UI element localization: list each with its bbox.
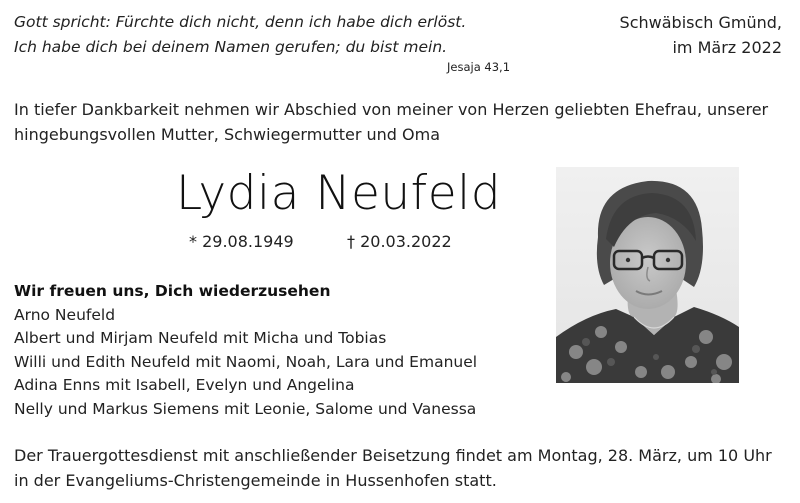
place: Schwäbisch Gmünd, (619, 13, 782, 32)
death-date: † 20.03.2022 (347, 232, 452, 251)
verse-reference: Jesaja 43,1 (447, 60, 511, 74)
service-line-1: Der Trauergottesdienst mit anschließender Beisetzung findet am Montag, 28. März, um 10 Uhr (14, 446, 772, 465)
family-member: Albert und Mirjam Neufeld mit Micha und Tobias (14, 329, 387, 347)
family-motto: Wir freuen uns, Dich wiederzusehen (14, 282, 331, 300)
family-member: Willi und Edith Neufeld mit Naomi, Noah, Lara und Emanuel (14, 352, 478, 371)
intro-line-1: In tiefer Dankbarkeit nehmen wir Abschied von meiner von Herzen geliebten Ehefrau, unserer (14, 100, 769, 119)
birth-date: * 29.08.1949 (189, 232, 294, 251)
family-list (14, 280, 477, 421)
place-and-date (620, 10, 782, 60)
portrait-photo (556, 167, 739, 383)
intro-text (14, 97, 789, 147)
family-member: Adina Enns mit Isabell, Evelyn und Angelina (14, 376, 355, 394)
verse-line-1: Gott spricht: Fürchte dich nicht, denn ich habe dich erlöst. (14, 13, 467, 31)
date: im März 2022 (672, 38, 782, 57)
family-member: Nelly und Markus Siemens mit Leonie, Salome und Vanessa (14, 399, 477, 418)
service-line-2: in der Evangeliums-Christengemeinde in Hussenhofen statt. (14, 471, 497, 490)
service-notice (14, 443, 772, 493)
family-member: Arno Neufeld (14, 305, 116, 324)
deceased-name: Lydia Neufeld (176, 166, 502, 221)
bible-verse (14, 10, 466, 60)
verse-line-2: Ich habe dich bei deinem Namen gerufen; du bist mein. (14, 38, 448, 56)
intro-line-2: hingebungsvollen Mutter, Schwiegermutter und Oma (14, 125, 441, 144)
